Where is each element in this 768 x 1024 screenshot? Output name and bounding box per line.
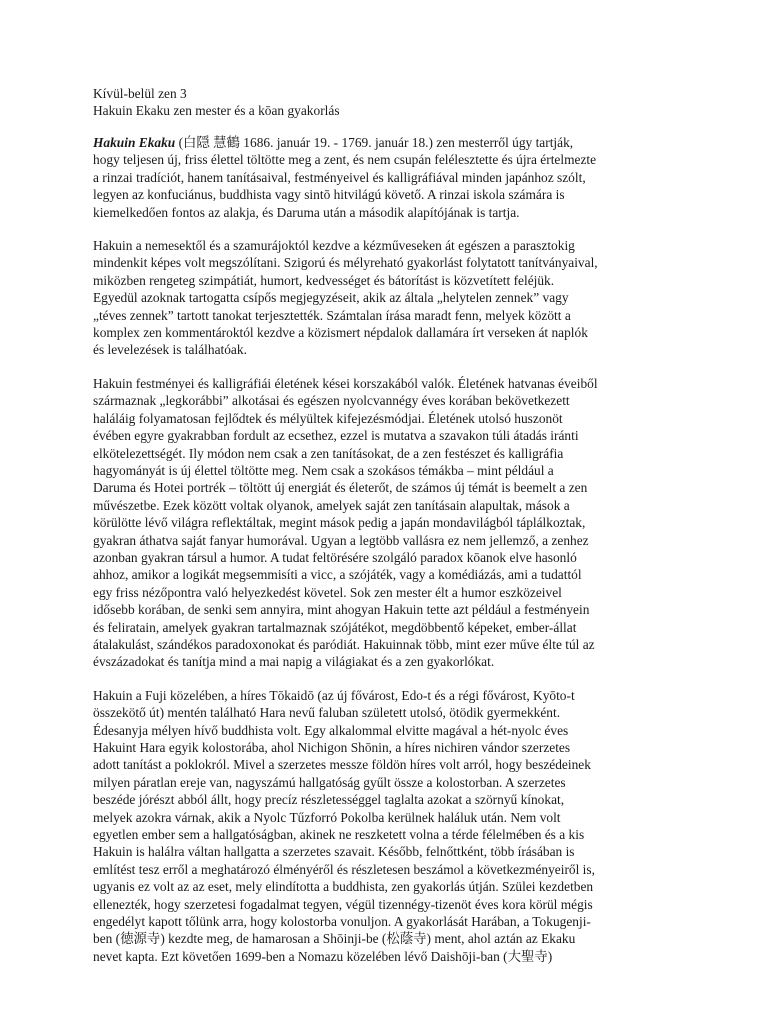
paragraph-3 bbox=[93, 375, 660, 671]
paragraph-line: származnak „legkorábbi” alkotásai és egészen nyolcvannégy éves korában bekövetkezett bbox=[93, 393, 570, 409]
paragraph-line: engedélyt kapott tőlünk arra, hogy kolostorba vonuljon. A gyakorlását Harában, a Tokugenji- bbox=[93, 914, 591, 930]
paragraph-line: és feliratain, amelyek gyakran tartalmaznak szójátékot, megdöbbentő képeket, ember-állat bbox=[93, 619, 577, 635]
paragraph-4 bbox=[93, 687, 660, 966]
paragraph-line: nevet kapta. Ezt követően 1699-ben a Nomazu közelében lévő Daishōji-ban (大聖寺) bbox=[93, 948, 553, 964]
paragraph-line: Édesanyja mélyen hívő buddhista volt. Egy alkalommal elvitte magával a hét-nyolc éves bbox=[93, 722, 569, 738]
paragraph-line: gyakran áthatva saját fanyar humorával. Ugyan a legtöbb vallásra ez nem jellemző, a zenhez bbox=[93, 532, 589, 548]
paragraph-line: ellenezték, hogy szerzetesi fogadalmat tegyen, végül tizennégy-tizenöt éves kora körül mégis bbox=[93, 896, 593, 912]
paragraph-line: ugyanis ez volt az az eset, mely elindította a buddhista, zen gyakorlás útján. Szülei kezdetben bbox=[93, 879, 594, 895]
paragraph-line: miközben rengeteg szimpátiát, humort, kedvességet és bátorítást is közvetített feléjük. bbox=[93, 272, 555, 288]
paragraph-line bbox=[93, 134, 660, 151]
paragraph-line: beszéde jórészt abból állt, hogy precíz részletességgel taglalta azokat a szörnyű kínokat, bbox=[93, 792, 565, 808]
paragraph-line: egyetlen ember sem a hallgatóságban, akinek ne reszketett volna a térde félelmében és a kis bbox=[93, 827, 585, 843]
paragraph-2 bbox=[93, 237, 660, 359]
paragraph-line: összekötő út) mentén található Hara nevű faluban született utolsó, ötödik gyermekként. bbox=[93, 705, 561, 721]
title-line-1: Kívül-belül zen 3 bbox=[93, 86, 187, 101]
paragraph-line: hagyományát is új élettel töltötte meg. Nem csak a szokásos témákba – mint például a bbox=[93, 462, 554, 478]
person-name: Hakuin Ekaku bbox=[93, 135, 176, 150]
paragraph-line: mindenkit képes volt megszólítani. Szigorú és mélyreható gyakorlást folytatott tanítványaival, bbox=[93, 255, 598, 271]
paragraph-line: Hakuin is halálra váltan hallgatta a szerzetes szavait. Később, felnőttként, több írásában is bbox=[93, 844, 575, 860]
paragraph-line: milyen páratlan ereje van, nagyszámú hallgatóság gyűlt össze a kolostorban. A szerzetes bbox=[93, 774, 566, 790]
paragraph-1 bbox=[93, 134, 660, 221]
paragraph-line: melyek azokra várnak, akik a Nyolc Tűzforró Pokolba kerülnek haláluk után. Nem volt bbox=[93, 809, 561, 825]
paragraph-line: legyen az konfuciánus, buddhista vagy sintō hitvilágú követő. A rinzai iskola számára is bbox=[93, 187, 565, 203]
paragraph-line: Hakuint Hara egyik kolostorába, ahol Nichigon Shōnin, a híres nichiren vándor szerzetes bbox=[93, 740, 571, 755]
paragraph-line: a rinzai tradíciót, hanem tanításaival, festményeivel és kalligráfiával minden japánhoz szólt, bbox=[93, 169, 586, 185]
paragraph-line: adott tanítást a poklokról. Mivel a szerzetes messze földön híres volt arról, hogy beszédeinek bbox=[93, 757, 591, 773]
paragraph-line: elkötelezettségét. Ily módon nem csak a zen tanításokat, de a zen festészet és kalligráfia bbox=[93, 445, 564, 461]
paragraph-line: évében egyre gyakrabban fordult az ecsethez, ezzel is mutatva a szavakon túli átadás iránti bbox=[93, 428, 579, 444]
paragraph-line: és levelezések is találhatóak. bbox=[93, 342, 247, 358]
paragraph-line: Hakuin a Fuji közelében, a híres Tōkaidō (az új fővárost, Edo-t és a régi fővárost, Kyōto-t bbox=[93, 687, 575, 703]
document-title bbox=[93, 85, 660, 119]
paragraph-line: Egyedül azoknak tartogatta csípős megjegyzéseit, akik az általa „helytelen zennek” vagy bbox=[93, 290, 569, 306]
paragraph-line: említést tesz erről a meghatározó élményéről és részletesen beszámol a következményeiről is, bbox=[93, 861, 595, 877]
paragraph-line: „téves zennek” tartott tanokat terjesztették. Számtalan írása maradt fenn, melyek között a bbox=[93, 307, 571, 323]
paragraph-line: kiemelkedően fontos az alakja, és Daruma után a második alapítójának is tartja. bbox=[93, 204, 520, 220]
paragraph-line: haláláig folyamatosan fejlődtek és mélyültek kifejezésmódjai. Életének utolsó huszonöt bbox=[93, 410, 563, 426]
paragraph-line: Hakuin a nemesektől és a szamurájoktól kezdve a kézműveseken át egészen a parasztokig bbox=[93, 238, 575, 254]
paragraph-line: körülötte lévő világra reflektáltak, megint mások pedig a japán mondavilágból táplálkoztak, bbox=[93, 515, 586, 531]
paragraph-line: Daruma és Hotei portrék – töltött új energiát és életerőt, de számos új témát is beemelt a zen bbox=[93, 480, 588, 496]
paragraph-line: ben (徳源寺) kezdte meg, de hamarosan a Shōinji-be (松蔭寺) ment, ahol aztán az Ekaku bbox=[93, 931, 576, 947]
paragraph-text: (白隠 慧鶴 1686. január 19. - 1769. január 18.) zen mesterről úgy tartják, bbox=[175, 135, 574, 150]
paragraph-line: hogy teljesen új, friss élettel töltötte meg a zent, és nem csupán felélesztette és újra értelmezte bbox=[93, 152, 597, 168]
paragraph-line: Hakuin festményei és kalligráfiái életének kései korszakából valók. Életének hatvanas éveiből bbox=[93, 375, 598, 391]
paragraph-line: ahhoz, amikor a logikát megsemmisíti a vicc, a szójáték, vagy a komédiázás, ami a tudattól bbox=[93, 567, 582, 583]
paragraph-line: azonban gyakran társul a humor. A tudat feltörésére szolgáló paradox kōanok elve hasonló bbox=[93, 549, 577, 565]
paragraph-line: művészetbe. Ezek között voltak olyanok, amelyek saját zen tanításain alapultak, mások a bbox=[93, 497, 570, 513]
paragraph-line: komplex zen kommentároktól kezdve a közismert népdalok dallamára írt verseken át naplók bbox=[93, 325, 588, 341]
paragraph-line: idősebb korában, de senki sem annyira, mint ahogyan Hakuin tette azt például a festményein bbox=[93, 602, 590, 618]
paragraph-line: átalakulást, szándékos paradoxonokat és paródiát. Hakuinnak több, mint ezer műve élte túl az bbox=[93, 636, 595, 652]
title-line-2: Hakuin Ekaku zen mester és a kōan gyakorlás bbox=[93, 103, 340, 118]
paragraph-line: évszázadokat és tanítja mind a mai napig a világiakat és a zen gyakorlókat. bbox=[93, 654, 495, 670]
paragraph-line: egy friss nézőpontra való helyezkedést követel. Sok zen mester élt a humor eszközeivel bbox=[93, 584, 562, 600]
